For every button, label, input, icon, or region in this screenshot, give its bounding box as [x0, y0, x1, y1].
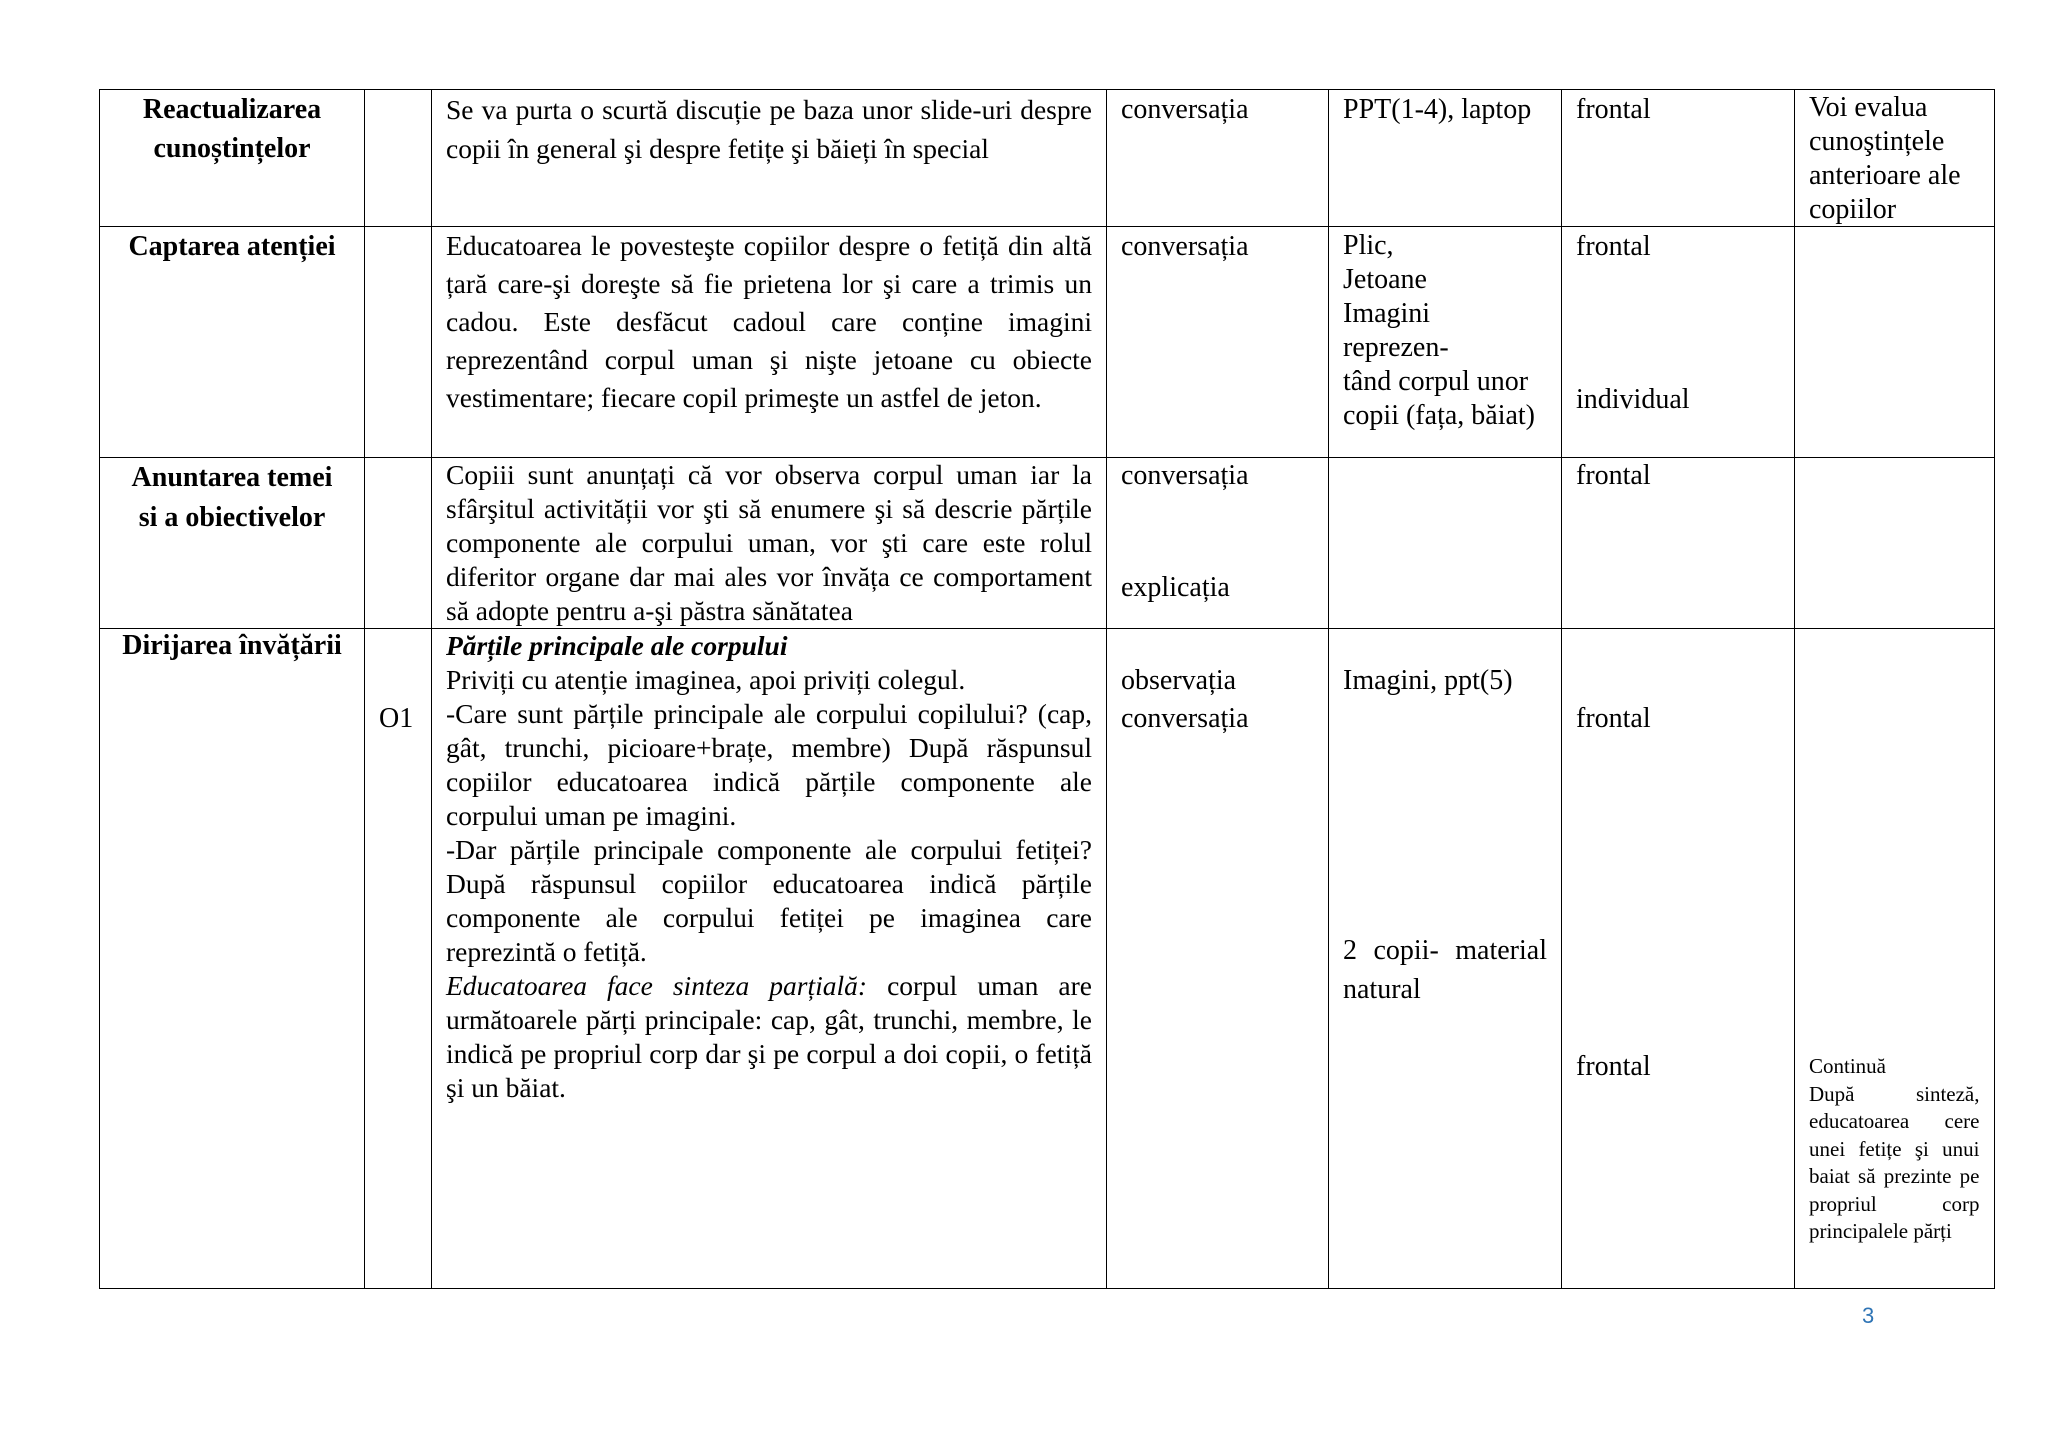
material-label: 2 copii- material	[1343, 935, 1547, 966]
material-label: Jetoane	[1343, 264, 1427, 295]
method-label: explicația	[1121, 572, 1230, 603]
evaluation-cell	[1795, 90, 1995, 227]
organization-cell	[1562, 629, 1795, 1289]
description-text: -Dar părțile principale componente ale corpului fetiței? După răspunsul copiilor educatoarea indică părțile componente ale corpului fetiței pe imaginea care reprezintă o fetiță.	[446, 834, 1092, 967]
methods-cell	[1107, 629, 1329, 1289]
stage-name: si a obiectivelor	[138, 502, 326, 533]
material-label: PPT(1-4), laptop	[1343, 94, 1532, 125]
synthesis-label: Educatoarea face sinteza parțială:	[446, 970, 868, 1001]
material-label: copii (fața, băiat)	[1343, 400, 1536, 431]
method-label: conversația	[1121, 703, 1249, 734]
material-label: tând corpul unor	[1343, 366, 1529, 397]
methods-cell	[1107, 458, 1329, 629]
organization-label: individual	[1576, 384, 1690, 415]
material-label: Imagini	[1343, 298, 1431, 329]
evaluation-text: anterioare ale	[1809, 160, 1961, 191]
method-label: conversația	[1121, 460, 1249, 491]
synthesis-text: corpul uman are următoarele părți principale: cap, gât, trunchi, membre, le indică pe propriul corp dar şi pe corpul a doi copii, o fetiță şi un băiat.	[446, 970, 1093, 1103]
section-heading: Părțile principale ale corpului	[446, 630, 788, 661]
lesson-plan-table	[99, 89, 1995, 1289]
stage-name: Captarea atenției	[128, 231, 336, 262]
objective-cell	[365, 458, 432, 629]
evaluation-text: Voi evalua	[1809, 92, 1928, 123]
organization-label: frontal	[1576, 703, 1651, 734]
stage-cell	[100, 227, 365, 458]
evaluation-cell	[1795, 227, 1995, 458]
description-cell	[432, 629, 1107, 1289]
method-label: conversația	[1121, 231, 1249, 262]
materials-cell	[1329, 227, 1562, 458]
stage-cell	[100, 629, 365, 1289]
organization-label: frontal	[1576, 94, 1651, 125]
materials-cell	[1329, 629, 1562, 1289]
material-label: reprezen-	[1343, 332, 1449, 363]
description-cell	[432, 458, 1107, 629]
description-text: -Care sunt părțile principale ale corpului copilului? (cap, gât, trunchi, picioare+brațe, membre) După răspunsul copiilor educatoarea indică părțile componente ale corpului uman pe imagini.	[446, 698, 1092, 831]
page-number: 3	[1862, 1303, 1875, 1328]
organization-label: frontal	[1576, 231, 1651, 262]
material-label: Imagini, ppt(5)	[1343, 665, 1513, 696]
description-text: Copiii sunt anunțați că vor observa corpul uman iar la sfârşitul activității vor şti să enumere şi să descrie părțile componente ale corpului uman, vor şti care este rolul diferitor organe dar mai ales vor învăța ce comportament să adopte pentru a-şi păstra sănătatea	[446, 459, 1092, 626]
materials-cell	[1329, 90, 1562, 227]
evaluation-text: copiilor	[1809, 194, 1897, 225]
material-label: natural	[1343, 974, 1421, 1005]
description-cell	[432, 90, 1107, 227]
methods-cell	[1107, 227, 1329, 458]
description-text: Se va purta o scurtă discuție pe baza unor slide-uri despre copii în general şi despre fetițe şi băieți în special	[446, 94, 1092, 164]
objective-cell	[365, 227, 432, 458]
materials-cell	[1329, 458, 1562, 629]
stage-cell	[100, 458, 365, 629]
methods-cell	[1107, 90, 1329, 227]
organization-label: frontal	[1576, 460, 1651, 491]
objective-cell	[365, 90, 432, 227]
evaluation-text: Continuă	[1809, 1054, 1886, 1078]
method-label: conversația	[1121, 94, 1249, 125]
stage-name: Dirijarea învățării	[122, 630, 342, 661]
evaluation-text: cunoştințele	[1809, 126, 1945, 157]
material-label: Plic,	[1343, 230, 1394, 261]
synthesis-paragraph	[446, 969, 1092, 1105]
organization-label: frontal	[1576, 1051, 1651, 1082]
method-label: observația	[1121, 665, 1237, 696]
evaluation-cell	[1795, 629, 1995, 1289]
evaluation-cell	[1795, 458, 1995, 629]
objective-code: O1	[379, 703, 414, 734]
stage-name: Anuntarea temei	[131, 462, 333, 493]
description-text: Educatoarea le povesteşte copiilor despre o fetiță din altă țară care-şi doreşte să fie prietena lor şi care a trimis un cadou. Este desfăcut cadoul care conține imagini reprezentând corpul uman şi nişte jetoane cu obiecte vestimentare; fiecare copil primeşte un astfel de jeton.	[446, 230, 1092, 413]
stage-cell	[100, 90, 365, 227]
organization-cell	[1562, 458, 1795, 629]
stage-name: cunoștințelor	[153, 133, 311, 164]
organization-cell	[1562, 90, 1795, 227]
stage-name: Reactualizarea	[142, 94, 322, 125]
description-text: Priviți cu atenție imaginea, apoi priviți colegul.	[446, 664, 966, 695]
organization-cell	[1562, 227, 1795, 458]
objective-cell	[365, 629, 432, 1289]
description-cell	[432, 227, 1107, 458]
evaluation-text: După sinteză, educatoarea cere unei fetițe şi unui baiat să prezinte pe propriul corp principalele părți	[1809, 1081, 1980, 1243]
